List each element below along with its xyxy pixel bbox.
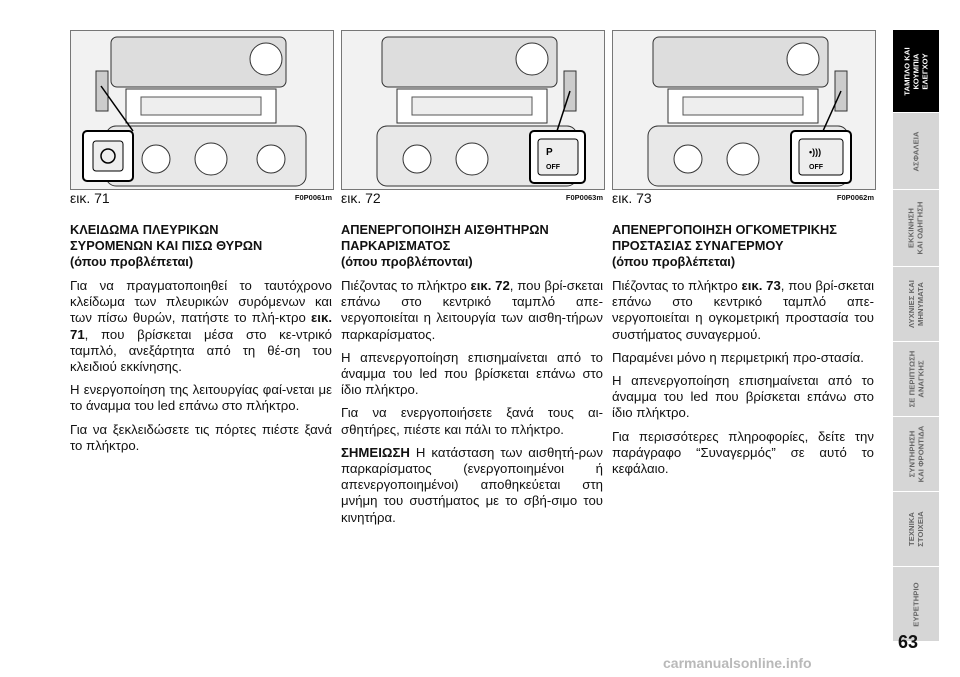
section-heading <box>612 222 874 270</box>
text: , που βρί-σκεται επάνω στο κεντρικό ταμπλό απε-νεργοποιείται η λειτουργία των αισθη-τήρων παρκαρίσματος. <box>341 278 603 342</box>
heading-line: (όπου προβλέπεται) <box>612 254 736 269</box>
figure-code: F0P0061m <box>294 193 332 202</box>
figure-code: F0P0062m <box>836 193 874 202</box>
figure-71 <box>70 30 334 190</box>
chapter-tab[interactable] <box>893 190 939 267</box>
chapter-tab-label: ΣΕ ΠΕΡΙΠΤΩΣΗ ΑΝΑΓΚΗΣ <box>907 350 925 408</box>
chapter-tab[interactable] <box>893 267 939 342</box>
chapter-tab[interactable] <box>893 30 939 113</box>
column-parking-sensors <box>341 222 603 533</box>
paragraph: Η ενεργοποίηση της λειτουργίας φαί-νεται με το άναμμα του led επάνω στο πλήκτρο. <box>70 382 332 414</box>
paragraph: Για να ενεργοποιήσετε ξανά τους αι-σθητήρες, πιέστε και πάλι το πλήκτρο. <box>341 405 603 437</box>
heading-line: ΠΑΡΚΑΡΙΣΜΑΤΟΣ <box>341 238 451 253</box>
volumetric-sensor-icon: •))) <box>809 147 822 157</box>
dashboard-illustration <box>342 31 604 189</box>
figure-label: εικ. 71 <box>70 190 110 206</box>
column-volumetric-alarm <box>612 222 874 484</box>
text: Πιέζοντας το πλήκτρο <box>612 278 742 293</box>
figure-reference: εικ. 72 <box>470 278 510 293</box>
chapter-tab[interactable] <box>893 113 939 190</box>
figure-caption-72 <box>341 190 603 206</box>
chapter-tab[interactable] <box>893 417 939 492</box>
section-heading <box>341 222 603 270</box>
figure-caption-73 <box>612 190 874 206</box>
figure-72 <box>341 30 605 190</box>
heading-line: ΣΥΡΟΜΕΝΩΝ ΚΑΙ ΠΙΣΩ ΘΥΡΩΝ <box>70 238 263 253</box>
figure-code: F0P0063m <box>565 193 603 202</box>
figure-73 <box>612 30 876 190</box>
paragraph: Για περισσότερες πληροφορίες, δείτε την παράγραφο “Συναγερμός” σε αυτό το κεφάλαιο. <box>612 428 874 477</box>
figure-label: εικ. 72 <box>341 190 381 206</box>
paragraph <box>341 278 603 343</box>
chapter-tab-label: ΕΚΚΙΝΗΣΗ ΚΑΙ ΟΔΗΓΗΣΗ <box>907 201 925 255</box>
chapter-tab-label: ΕΥΡΕΤΗΡΙΟ <box>911 581 921 627</box>
column-door-lock <box>70 222 332 461</box>
dashboard-illustration <box>71 31 333 189</box>
chapter-tab-label: ΑΣΦΑΛΕΙΑ <box>911 130 921 172</box>
chapter-tab[interactable] <box>893 492 939 567</box>
note-paragraph <box>341 445 603 526</box>
text: Η κατάσταση των αισθητή-ρων παρκαρίσματος (ενεργοποιημένοι ή απενεργοποιημένοι) αποθηκεύεται στη μνήμη του συστήματος με το σβή-σιμο του κινητήρα. <box>341 444 603 525</box>
watermark: carmanualsonline.info <box>663 655 812 671</box>
heading-line: ΠΡΟΣΤΑΣΙΑΣ ΣΥΝΑΓΕΡΜΟΥ <box>612 238 784 253</box>
page-number: 63 <box>897 632 919 652</box>
off-label: OFF <box>809 164 823 171</box>
paragraph: Η απενεργοποίηση επισημαίνεται από το άναμμα του led που βρίσκεται επάνω στο ίδιο πλήκτρο. <box>612 373 874 421</box>
text: , που βρί-σκεται επάνω στο κεντρικό ταμπλό απε-νεργοποιείται η ογκομετρική προστασία του συστήματος συναγερμού. <box>612 278 874 342</box>
chapter-tab-label: ΤΑΜΠΛΟ ΚΑΙ ΚΟΥΜΠΙΑ ΕΛΕΓΧΟΥ <box>902 46 930 96</box>
chapter-tab-label: ΣΥΝΤΗΡΗΣΗ ΚΑΙ ΦΡΟΝΤΙΔΑ <box>907 425 925 483</box>
heading-line: ΑΠΕΝΕΡΓΟΠΟΙΗΣΗ ΑΙΣΘΗΤΗΡΩΝ <box>341 222 549 237</box>
figure-reference: εικ. 73 <box>741 278 781 293</box>
chapter-tab[interactable] <box>893 342 939 417</box>
section-heading <box>70 222 332 270</box>
text: Πιέζοντας το πλήκτρο <box>341 278 471 293</box>
chapter-tab-label: ΛΥΧΝΙΕΣ ΚΑΙ ΜΗΝΥΜΑΤΑ <box>907 279 926 329</box>
chapter-tab-label: ΤΕΧΝΙΚΑ ΣΤΟΙΧΕΙΑ <box>906 511 925 547</box>
paragraph <box>612 278 874 343</box>
chapter-tab[interactable] <box>893 567 939 642</box>
parking-icon: P <box>546 147 553 158</box>
text: , που βρίσκεται μέσα στο κε-ντρικό ταμπλό, ανεξάρτητα από τη θέ-ση του κλειδιού εκκίνησης. <box>70 326 332 375</box>
figure-caption-71 <box>70 190 332 206</box>
paragraph: Παραμένει μόνο η περιμετρική προ-στασία. <box>612 349 864 365</box>
figure-reference: εικ. 71 <box>70 310 332 342</box>
paragraph: Για να ξεκλειδώσετε τις πόρτες πιέστε ξανά το πλήκτρο. <box>70 421 332 453</box>
dashboard-illustration <box>613 31 875 189</box>
heading-line: (όπου προβλέπεται) <box>70 254 194 269</box>
figure-label: εικ. 73 <box>612 190 652 206</box>
note-label: ΣΗΜΕΙΩΣΗ <box>341 444 410 460</box>
chapter-index-sidebar <box>893 30 939 642</box>
text: Για να πραγματοποιηθεί το ταυτόχρονο κλείδωμα των πλευρικών συρόμενων και των πίσω θυρών, πατήστε το πλή-κτρο <box>70 278 332 326</box>
heading-line: (όπου προβλέπονται) <box>341 254 473 269</box>
heading-line: ΑΠΕΝΕΡΓΟΠΟΙΗΣΗ ΟΓΚΟΜΕΤΡΙΚΗΣ <box>612 222 837 237</box>
heading-line: ΚΛΕΙΔΩΜΑ ΠΛΕΥΡΙΚΩΝ <box>70 222 219 237</box>
off-label: OFF <box>546 164 560 171</box>
paragraph: Η απενεργοποίηση επισημαίνεται από το άναμμα του led που βρίσκεται επάνω στο ίδιο πλήκτρο. <box>341 349 603 398</box>
paragraph <box>70 278 332 375</box>
